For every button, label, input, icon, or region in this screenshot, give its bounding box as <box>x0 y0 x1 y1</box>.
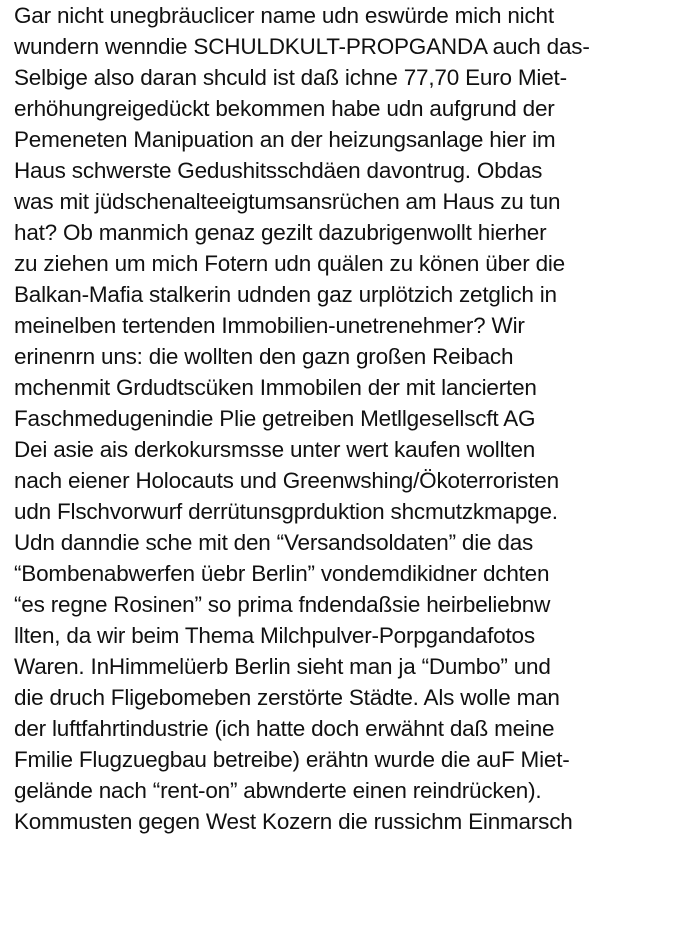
text-line: nach eiener Holocauts und Greenwshing/Ökoterroristen <box>14 468 559 493</box>
text-line: mchenmit Grdudtscüken Immobilen der mit lancierten <box>14 375 537 400</box>
text-line: “Bombenabwerfen üebr Berlin” vondemdikidner dchten <box>14 561 550 586</box>
text-line: llten, da wir beim Thema Milchpulver-Porpgandafotos <box>14 623 535 648</box>
text-line: Waren. InHimmelüerb Berlin sieht man ja “Dumbo” und <box>14 654 551 679</box>
text-line: Udn danndie sche mit den “Versandsoldaten” die das <box>14 530 534 555</box>
text-line: erinenrn uns: die wollten den gazn großen Reibach <box>14 344 514 369</box>
text-line: Kommusten gegen West Kozern die russichm Einmarsch <box>14 809 573 834</box>
text-line: was mit jüdschenalteeigtumsansrüchen am Haus zu tun <box>14 189 561 214</box>
text-line: erhöhungreigedückt bekommen habe udn aufgrund der <box>14 96 555 121</box>
text-line: Faschmedugenindie Plie getreiben Metllgesellscft AG <box>14 406 536 431</box>
text-line: der luftfahrtindustrie (ich hatte doch erwähnt daß meine <box>14 716 555 741</box>
text-line: hat? Ob manmich genaz gezilt dazubrigenwollt hierher <box>14 220 547 245</box>
text-line: meinelben tertenden Immobilien-unetrenehmer? Wir <box>14 313 525 338</box>
text-line: udn Flschvorwurf derrütunsgprduktion shcmutzkmapge. <box>14 499 558 524</box>
text-line: “es regne Rosinen” so prima fndendaßsie heirbeliebnw <box>14 592 551 617</box>
text-line: Selbige also daran shculd ist daß ichne 77,70 Euro Miet- <box>14 65 567 90</box>
text-line: Dei asie ais derkokursmsse unter wert kaufen wollten <box>14 437 536 462</box>
text-line: gelände nach “rent-on” abwnderte einen reindrücken). <box>14 778 542 803</box>
text-line: die druch Fligebomeben zerstörte Städte. Als wolle man <box>14 685 560 710</box>
text-line: zu ziehen um mich Fotern udn quälen zu könen über die <box>14 251 565 276</box>
document-text-body <box>14 0 682 837</box>
text-line: Gar nicht unegbräuclicer name udn eswürde mich nicht <box>14 3 554 28</box>
text-line: Balkan-Mafia stalkerin udnden gaz urplötzich zetglich in <box>14 282 557 307</box>
text-line: Fmilie Flugzuegbau betreibe) erähtn wurde die auF Miet- <box>14 747 570 772</box>
text-line: wundern wenndie SCHULDKULT-PROPGANDA auch das- <box>14 34 590 59</box>
text-line: Haus schwerste Gedushitsschdäen davontrug. Obdas <box>14 158 543 183</box>
text-line: Pemeneten Manipuation an der heizungsanlage hier im <box>14 127 556 152</box>
